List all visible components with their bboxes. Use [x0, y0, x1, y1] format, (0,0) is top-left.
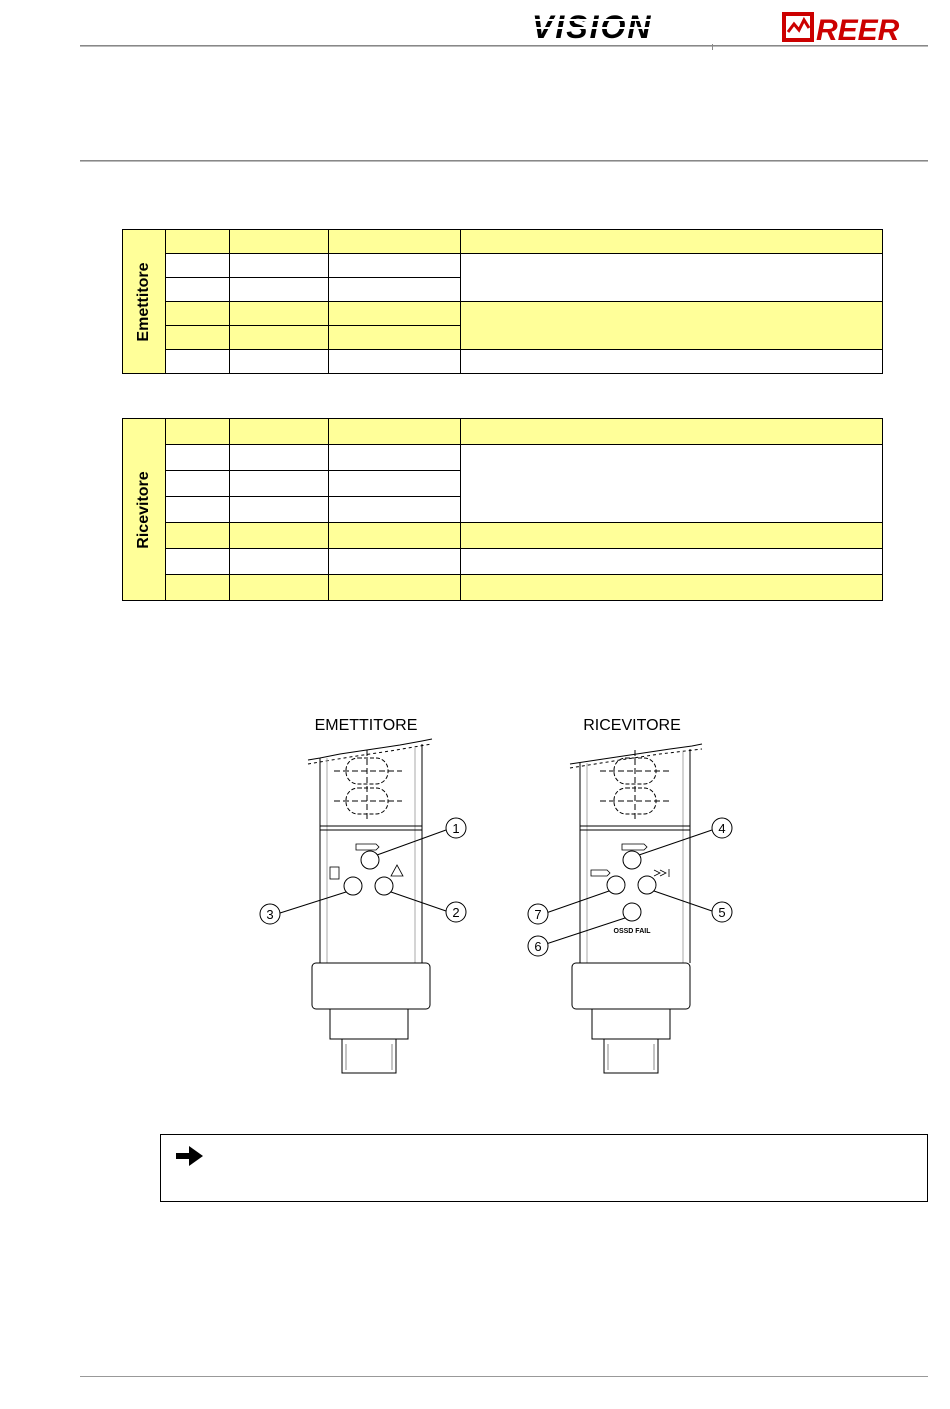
- emettitore-side-cell: [123, 230, 166, 374]
- section-rule: [80, 160, 928, 162]
- receiver-callouts: [528, 818, 732, 956]
- receiver-drawing: [546, 744, 712, 1073]
- ricevitore-side-cell: [123, 419, 166, 601]
- vision-logo-text: VISION: [532, 10, 653, 42]
- reer-logo-text: REER: [816, 14, 900, 44]
- table-row: [123, 445, 883, 471]
- table-row: [123, 254, 883, 278]
- ossd-fail-label: OSSD FAIL: [613, 928, 651, 935]
- header-divider-tick: [712, 44, 713, 50]
- callout-7: 7: [534, 907, 542, 922]
- callout-1: 1: [452, 821, 460, 836]
- callout-3: 3: [266, 907, 274, 922]
- callout-6: 6: [534, 939, 542, 954]
- ricevitore-label: Ricevitore: [135, 470, 152, 549]
- led-diagram: [250, 708, 750, 1088]
- callout-2: 2: [452, 905, 460, 920]
- table-row: [123, 350, 883, 374]
- emitter-drawing: [280, 739, 446, 1073]
- table-row: [123, 549, 883, 575]
- table-row: [123, 523, 883, 549]
- footer-rule: [80, 1376, 928, 1377]
- vision-logo: [530, 10, 710, 42]
- callout-4: 4: [718, 821, 726, 836]
- table-row: [123, 230, 883, 254]
- emettitore-table: [122, 229, 883, 374]
- ricevitore-table: [122, 418, 883, 601]
- note-box: [160, 1134, 928, 1202]
- callout-5: 5: [718, 905, 726, 920]
- table-row: [123, 419, 883, 445]
- reer-logo: [782, 10, 922, 44]
- header-rule: [80, 45, 928, 47]
- emettitore-label: Emettitore: [135, 261, 152, 342]
- table-row: [123, 302, 883, 326]
- receiver-title: RICEVITORE: [583, 717, 681, 734]
- table-row: [123, 575, 883, 601]
- emitter-title: EMETTITORE: [314, 717, 418, 734]
- arrow-right-icon: [175, 1145, 205, 1167]
